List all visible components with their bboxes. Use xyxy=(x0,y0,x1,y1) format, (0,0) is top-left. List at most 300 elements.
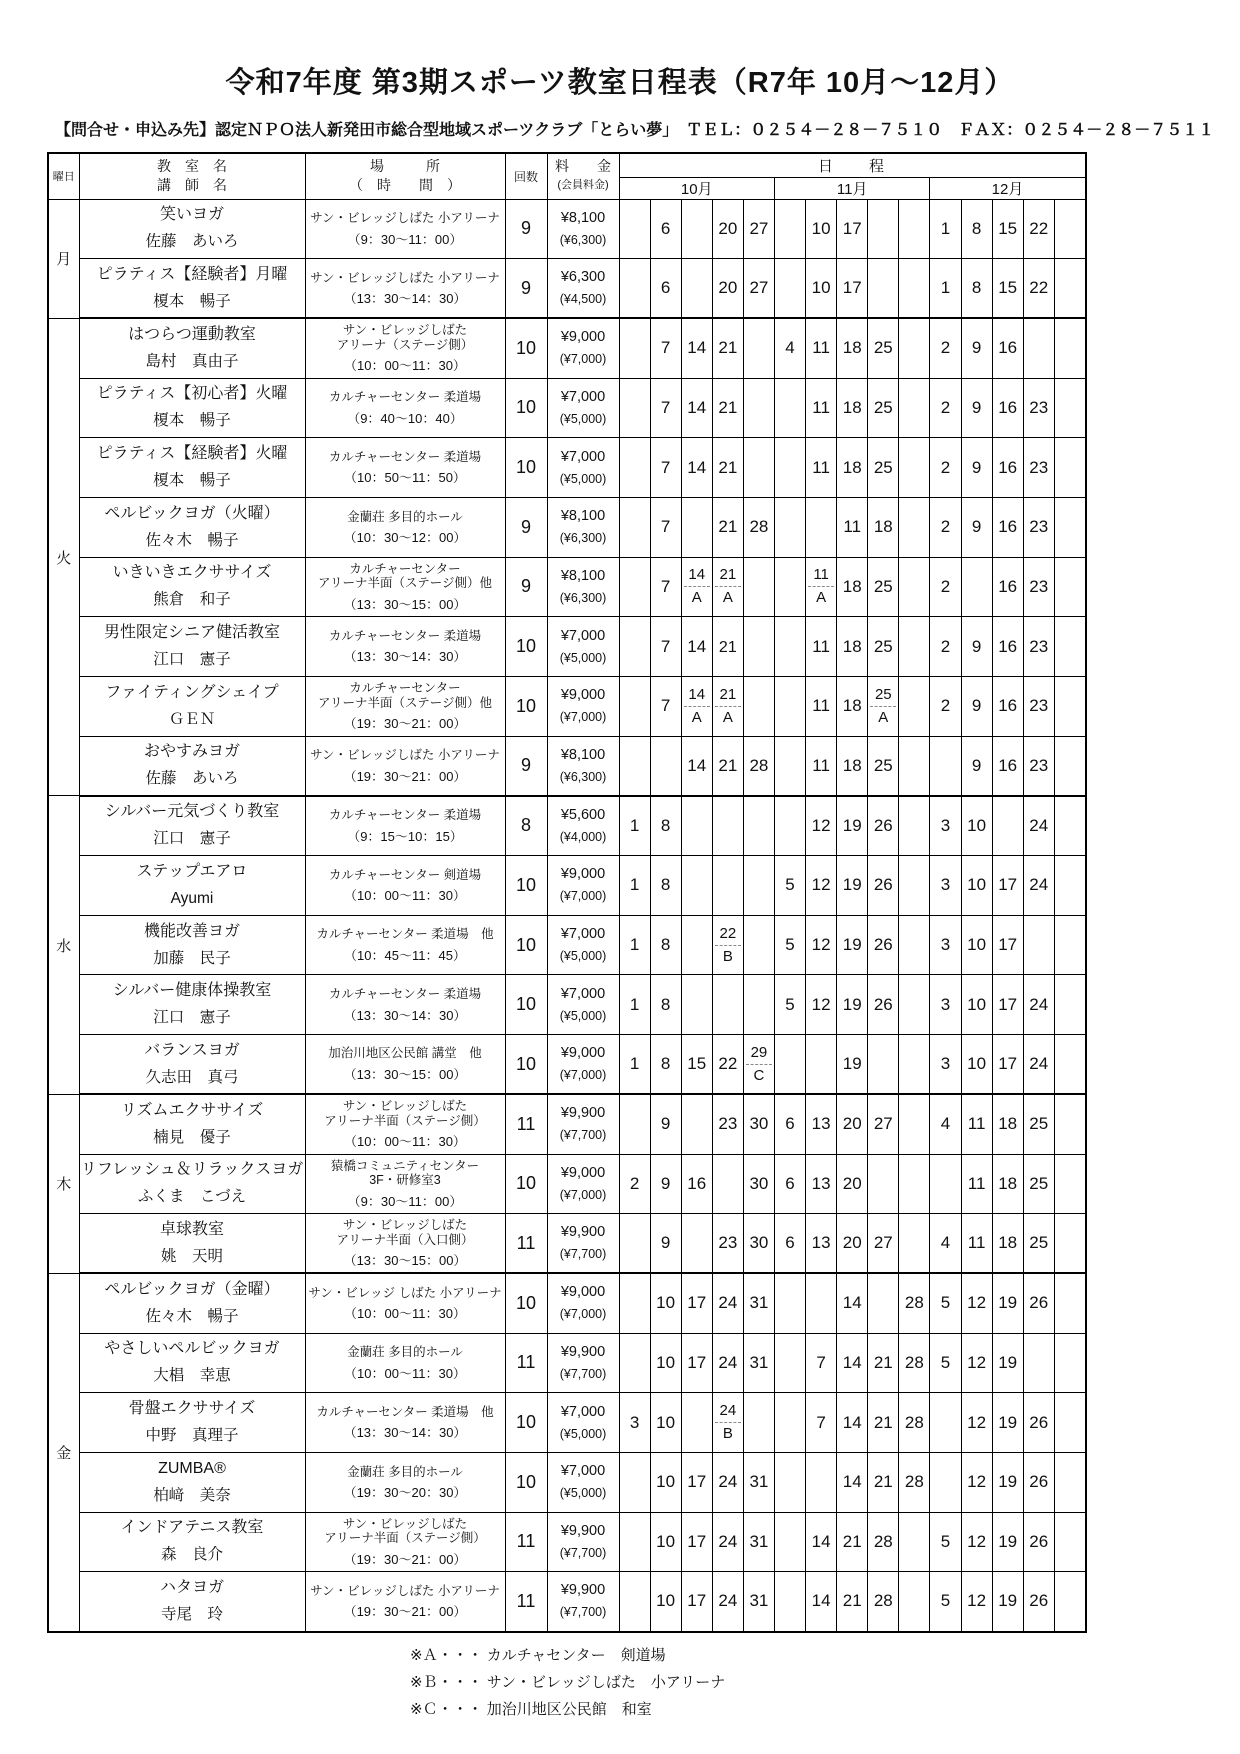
date-value: 22 xyxy=(715,923,741,946)
place-text: 3F・研修室3 xyxy=(369,1173,441,1188)
class-cell xyxy=(79,1393,305,1453)
fee-member-value: (¥7,000) xyxy=(559,1187,607,1202)
date-cell: 17 xyxy=(681,1333,712,1393)
fee-member-value: (¥4,000) xyxy=(559,829,607,844)
date-cell xyxy=(681,677,712,737)
place-cell xyxy=(305,199,505,259)
date-cell: 14 xyxy=(837,1452,868,1512)
date-cell: 10 xyxy=(806,199,837,259)
date-cell: 5 xyxy=(774,975,805,1035)
date-cell: 24 xyxy=(712,1572,743,1632)
date-cell: 18 xyxy=(837,378,868,438)
count-cell: 9 xyxy=(505,736,547,796)
date-cell: 30 xyxy=(743,1154,774,1214)
teacher-name: 榎本 暢子 xyxy=(153,412,231,430)
place-text: サン・ビレッジしばた xyxy=(342,323,468,338)
place-cell xyxy=(305,1273,505,1333)
date-cell: 11 xyxy=(806,438,837,498)
place-cell xyxy=(305,736,505,796)
date-cell: 12 xyxy=(806,915,837,975)
place-text: カルチャーセンター 柔道場 xyxy=(328,808,482,823)
date-cell: 16 xyxy=(992,736,1023,796)
date-cell xyxy=(806,1035,837,1095)
date-cell xyxy=(619,677,650,737)
date-cell: 28 xyxy=(899,1273,930,1333)
class-cell xyxy=(79,1333,305,1393)
date-cell: 10 xyxy=(961,796,992,856)
fee-value: ¥9,000 xyxy=(560,1045,606,1062)
fee-value: ¥9,900 xyxy=(560,1105,606,1122)
date-cell: 7 xyxy=(806,1333,837,1393)
date-cell: 25 xyxy=(1023,1214,1054,1274)
date-cell: 5 xyxy=(774,915,805,975)
class-name: ハタヨガ xyxy=(159,1578,224,1596)
date-cell xyxy=(681,1393,712,1453)
teacher-name: 佐藤 あいろ xyxy=(145,233,239,251)
date-cell xyxy=(619,1094,650,1154)
date-cell: 27 xyxy=(743,199,774,259)
date-cell: 2 xyxy=(619,1154,650,1214)
date-cell xyxy=(681,259,712,319)
fee-member-value: (¥7,700) xyxy=(559,1366,607,1381)
class-name: ピラティス【経験者】月曜 xyxy=(96,265,288,283)
date-cell xyxy=(681,856,712,916)
time-text: （19：30～21：00） xyxy=(343,768,467,784)
date-cell: 20 xyxy=(837,1094,868,1154)
count-cell: 10 xyxy=(505,1154,547,1214)
date-annotation: C xyxy=(753,1066,765,1084)
date-cell: 1 xyxy=(619,1035,650,1095)
date-cell xyxy=(1054,1273,1085,1333)
place-text: 加治川地区公民館 講堂 他 xyxy=(328,1046,482,1061)
date-cell xyxy=(619,318,650,378)
date-cell xyxy=(743,378,774,438)
date-cell: 31 xyxy=(743,1333,774,1393)
date-cell: 7 xyxy=(650,378,681,438)
date-cell xyxy=(774,199,805,259)
note-a: ※Ａ・・・ カルチャセンター 剣道場 xyxy=(410,1647,666,1664)
date-cell: 14 xyxy=(681,617,712,677)
schedule-row xyxy=(48,438,1086,498)
date-cell: 8 xyxy=(650,796,681,856)
schedule-table xyxy=(47,152,1087,1633)
date-cell: 8 xyxy=(650,1035,681,1095)
date-cell xyxy=(774,497,805,557)
date-cell xyxy=(899,915,930,975)
date-cell: 25 xyxy=(1023,1154,1054,1214)
date-cell: 2 xyxy=(930,438,961,498)
schedule-row xyxy=(48,199,1086,259)
date-cell: 28 xyxy=(743,497,774,557)
date-cell xyxy=(774,259,805,319)
date-cell: 10 xyxy=(650,1273,681,1333)
date-cell: 14 xyxy=(837,1333,868,1393)
date-cell xyxy=(619,1214,650,1274)
date-cell: 9 xyxy=(650,1094,681,1154)
fee-cell xyxy=(547,1094,619,1154)
place-text: カルチャーセンター xyxy=(349,681,461,696)
date-cell xyxy=(1054,1214,1085,1274)
date-cell: 18 xyxy=(837,438,868,498)
place-text: カルチャーセンター 柔道場 xyxy=(328,390,482,405)
date-cell: 6 xyxy=(650,199,681,259)
date-cell: 8 xyxy=(961,199,992,259)
count-cell: 10 xyxy=(505,677,547,737)
fee-member-value: (¥5,000) xyxy=(559,1486,607,1501)
teacher-name: 江口 憲子 xyxy=(153,651,231,669)
time-text: （10：30～12：00） xyxy=(343,530,467,546)
header-month-november: 11月 xyxy=(774,177,929,199)
place-cell xyxy=(305,497,505,557)
class-cell xyxy=(79,378,305,438)
date-cell xyxy=(774,1512,805,1572)
date-cell: 7 xyxy=(650,497,681,557)
date-cell xyxy=(712,557,743,617)
date-cell: 30 xyxy=(743,1214,774,1274)
date-cell xyxy=(774,736,805,796)
schedule-row xyxy=(48,856,1086,916)
date-cell: 12 xyxy=(806,796,837,856)
fee-member-value: (¥5,000) xyxy=(559,411,607,426)
schedule-row xyxy=(48,975,1086,1035)
date-cell: 17 xyxy=(681,1273,712,1333)
date-cell: 14 xyxy=(681,378,712,438)
teacher-name: 島村 真由子 xyxy=(145,352,239,370)
date-cell xyxy=(774,557,805,617)
date-split xyxy=(713,564,743,609)
schedule-row xyxy=(48,1094,1086,1154)
date-cell xyxy=(899,259,930,319)
fee-value: ¥9,000 xyxy=(560,1164,606,1181)
fee-member-value: (¥6,300) xyxy=(559,769,607,784)
date-cell: 28 xyxy=(743,736,774,796)
fee-member-value: (¥7,000) xyxy=(559,889,607,904)
date-cell xyxy=(806,557,837,617)
fee-cell xyxy=(547,736,619,796)
date-cell: 12 xyxy=(806,975,837,1035)
fee-cell xyxy=(547,617,619,677)
date-cell: 23 xyxy=(712,1094,743,1154)
fee-cell xyxy=(547,1452,619,1512)
schedule-body xyxy=(48,199,1086,1632)
schedule-row xyxy=(48,1512,1086,1572)
date-cell xyxy=(899,975,930,1035)
count-cell: 10 xyxy=(505,318,547,378)
fee-member-value: (¥5,000) xyxy=(559,1426,607,1441)
date-cell: 3 xyxy=(930,796,961,856)
time-text: （10：00～11：30） xyxy=(344,358,466,374)
time-text: （13：30～14：30） xyxy=(343,649,467,665)
date-cell: 17 xyxy=(992,975,1023,1035)
date-cell xyxy=(868,677,899,737)
date-cell: 16 xyxy=(992,318,1023,378)
header-schedule: 日 程 xyxy=(619,153,1086,177)
class-cell xyxy=(79,677,305,737)
day-cell: 木 xyxy=(48,1094,79,1273)
place-cell xyxy=(305,1214,505,1274)
date-cell: 16 xyxy=(992,677,1023,737)
date-cell: 26 xyxy=(1023,1572,1054,1632)
date-cell: 15 xyxy=(681,1035,712,1095)
date-cell: 26 xyxy=(1023,1393,1054,1453)
date-cell xyxy=(681,975,712,1035)
date-cell: 26 xyxy=(868,975,899,1035)
day-cell: 金 xyxy=(48,1273,79,1631)
date-cell xyxy=(1054,975,1085,1035)
date-cell: 23 xyxy=(1023,497,1054,557)
date-cell: 2 xyxy=(930,378,961,438)
date-cell: 26 xyxy=(1023,1452,1054,1512)
class-name: ZUMBA® xyxy=(158,1459,226,1477)
date-cell xyxy=(774,677,805,737)
date-cell: 18 xyxy=(837,736,868,796)
date-value: 11 xyxy=(808,564,834,587)
date-cell: 11 xyxy=(806,318,837,378)
day-cell: 水 xyxy=(48,796,79,1094)
header-month-october: 10月 xyxy=(619,177,774,199)
header-time: （ 時 間 ） xyxy=(349,177,461,194)
fee-cell xyxy=(547,378,619,438)
schedule-row xyxy=(48,1452,1086,1512)
date-cell: 16 xyxy=(992,617,1023,677)
date-cell: 10 xyxy=(961,975,992,1035)
header-teacher-name: 講 師 名 xyxy=(157,177,227,194)
date-cell: 31 xyxy=(743,1452,774,1512)
date-cell: 9 xyxy=(961,318,992,378)
fee-value: ¥8,100 xyxy=(560,746,606,763)
date-cell xyxy=(774,617,805,677)
place-text: アリーナ半面（入口側） xyxy=(336,1232,474,1247)
date-cell xyxy=(1054,259,1085,319)
date-cell: 6 xyxy=(774,1094,805,1154)
teacher-name: 榎本 暢子 xyxy=(153,292,231,310)
fee-cell xyxy=(547,1393,619,1453)
date-cell xyxy=(1023,915,1054,975)
date-cell: 24 xyxy=(1023,856,1054,916)
schedule-row xyxy=(48,677,1086,737)
date-cell: 21 xyxy=(868,1452,899,1512)
date-cell xyxy=(619,199,650,259)
fee-cell xyxy=(547,1512,619,1572)
date-cell xyxy=(899,736,930,796)
date-split xyxy=(806,564,836,609)
class-name: 男性限定シニア健活教室 xyxy=(103,624,280,642)
date-cell: 22 xyxy=(1023,259,1054,319)
date-cell: 10 xyxy=(650,1393,681,1453)
header-class-name: 教 室 名 xyxy=(157,158,227,175)
date-cell: 7 xyxy=(806,1393,837,1453)
date-cell: 11 xyxy=(961,1094,992,1154)
date-cell xyxy=(712,1393,743,1453)
place-text: サン・ビレッジしばた xyxy=(342,1218,468,1233)
class-name: ピラティス【初心者】火曜 xyxy=(96,385,288,403)
date-cell xyxy=(681,1214,712,1274)
date-cell: 26 xyxy=(868,915,899,975)
date-cell xyxy=(774,378,805,438)
date-cell: 24 xyxy=(1023,796,1054,856)
date-cell: 7 xyxy=(650,677,681,737)
date-value: 24 xyxy=(715,1400,741,1423)
fee-member-value: (¥7,000) xyxy=(559,1307,607,1322)
date-cell xyxy=(619,1273,650,1333)
place-cell xyxy=(305,438,505,498)
date-cell xyxy=(1023,318,1054,378)
fee-cell xyxy=(547,856,619,916)
date-cell: 23 xyxy=(1023,677,1054,737)
place-text: 金蘭荘 多目的ホール xyxy=(347,509,463,524)
date-cell xyxy=(619,1512,650,1572)
date-cell: 14 xyxy=(806,1572,837,1632)
fee-cell xyxy=(547,199,619,259)
date-cell xyxy=(743,318,774,378)
time-text: （10：45～11：45） xyxy=(344,947,466,963)
date-cell xyxy=(743,1393,774,1453)
date-cell xyxy=(1054,378,1085,438)
place-text: サン・ビレッジしばた 小アリーナ xyxy=(310,748,500,763)
date-cell xyxy=(650,736,681,796)
date-cell: 28 xyxy=(899,1333,930,1393)
date-cell xyxy=(743,557,774,617)
place-cell xyxy=(305,617,505,677)
schedule-row xyxy=(48,318,1086,378)
date-split xyxy=(682,684,712,729)
date-annotation: A xyxy=(722,708,733,726)
place-text: 金蘭荘 多目的ホール xyxy=(347,1464,463,1479)
date-cell: 5 xyxy=(930,1572,961,1632)
class-cell xyxy=(79,1572,305,1632)
date-cell: 5 xyxy=(774,856,805,916)
class-name: ピラティス【経験者】火曜 xyxy=(96,445,288,463)
time-text: （10：00～11：30） xyxy=(344,1365,466,1381)
schedule-row xyxy=(48,1273,1086,1333)
date-cell: 17 xyxy=(837,259,868,319)
date-cell: 24 xyxy=(712,1452,743,1512)
date-cell: 10 xyxy=(650,1333,681,1393)
class-name: ステップエアロ xyxy=(136,862,248,880)
date-cell: 17 xyxy=(681,1572,712,1632)
time-text: （13：30～15：00） xyxy=(343,1066,467,1082)
date-cell: 21 xyxy=(712,736,743,796)
date-cell xyxy=(806,497,837,557)
fee-value: ¥9,900 xyxy=(560,1582,606,1599)
date-cell xyxy=(806,1452,837,1512)
date-cell: 22 xyxy=(712,1035,743,1095)
fee-member-value: (¥5,000) xyxy=(559,471,607,486)
time-text: （9：15～10：15） xyxy=(347,828,463,844)
fee-value: ¥8,100 xyxy=(560,508,606,525)
class-name: インドアテニス教室 xyxy=(120,1519,264,1537)
class-cell xyxy=(79,796,305,856)
fee-cell xyxy=(547,1273,619,1333)
header-fee-label: 料 金 xyxy=(555,158,611,175)
date-cell: 6 xyxy=(774,1214,805,1274)
date-cell xyxy=(899,199,930,259)
teacher-name: 森 良介 xyxy=(160,1546,223,1564)
date-cell: 7 xyxy=(650,557,681,617)
date-annotation: B xyxy=(722,947,733,965)
class-cell xyxy=(79,1452,305,1512)
date-cell: 18 xyxy=(837,557,868,617)
count-cell: 9 xyxy=(505,199,547,259)
time-text: （10：00～11：30） xyxy=(344,888,466,904)
class-name: ペルビックヨガ（火曜） xyxy=(104,504,280,522)
place-cell xyxy=(305,856,505,916)
date-cell: 9 xyxy=(650,1214,681,1274)
fee-value: ¥9,900 xyxy=(560,1224,606,1241)
fee-value: ¥9,900 xyxy=(560,1343,606,1360)
date-cell: 19 xyxy=(992,1452,1023,1512)
fee-cell xyxy=(547,318,619,378)
date-cell: 10 xyxy=(650,1572,681,1632)
place-cell xyxy=(305,677,505,737)
date-cell xyxy=(619,736,650,796)
date-cell: 19 xyxy=(992,1512,1023,1572)
date-cell: 6 xyxy=(774,1154,805,1214)
class-cell xyxy=(79,736,305,796)
teacher-name: 江口 憲子 xyxy=(153,830,231,848)
fee-cell xyxy=(547,259,619,319)
class-cell xyxy=(79,1512,305,1572)
date-cell xyxy=(712,915,743,975)
fee-value: ¥9,000 xyxy=(560,687,606,704)
date-cell: 15 xyxy=(992,259,1023,319)
class-name: おやすみヨガ xyxy=(143,743,240,761)
count-cell: 11 xyxy=(505,1214,547,1274)
header-fee xyxy=(547,153,619,199)
teacher-name: 寺尾 玲 xyxy=(160,1605,223,1623)
date-cell: 20 xyxy=(837,1154,868,1214)
date-cell: 31 xyxy=(743,1512,774,1572)
date-cell xyxy=(899,796,930,856)
fee-member-value: (¥4,500) xyxy=(559,292,607,307)
date-cell xyxy=(1054,617,1085,677)
fee-member-value: (¥7,000) xyxy=(559,710,607,725)
date-cell: 12 xyxy=(961,1572,992,1632)
date-cell: 14 xyxy=(681,318,712,378)
teacher-name: 久志田 真弓 xyxy=(145,1068,239,1086)
date-cell: 8 xyxy=(650,975,681,1035)
fee-member-value: (¥7,700) xyxy=(559,1545,607,1560)
date-cell: 16 xyxy=(992,438,1023,498)
contact-line: 【問合せ・申込み先】認定ＮＰＯ法人新発田市総合型地域スポーツクラブ「とらい夢」 ＴＥＬ：０２５４－２８－７５１０ ＦＡＸ：０２５４－２８－７５１１ xyxy=(55,122,1215,139)
date-cell: 26 xyxy=(868,796,899,856)
date-cell: 21 xyxy=(712,497,743,557)
date-cell: 24 xyxy=(712,1333,743,1393)
date-cell: 19 xyxy=(992,1273,1023,1333)
date-cell xyxy=(619,378,650,438)
date-cell: 12 xyxy=(961,1512,992,1572)
place-cell xyxy=(305,1333,505,1393)
time-text: （10：00～11：30） xyxy=(344,1134,466,1150)
fee-value: ¥9,000 xyxy=(560,866,606,883)
date-split xyxy=(713,684,743,729)
date-cell xyxy=(899,378,930,438)
date-split xyxy=(744,1042,774,1087)
date-cell xyxy=(774,1572,805,1632)
date-cell: 21 xyxy=(712,438,743,498)
date-cell: 21 xyxy=(868,1333,899,1393)
date-cell: 21 xyxy=(837,1572,868,1632)
page-title: 令和7年度 第3期スポーツ教室日程表（R7年 10月～12月） xyxy=(225,67,1015,99)
count-cell: 10 xyxy=(505,438,547,498)
place-text: カルチャーセンター 柔道場 xyxy=(328,628,482,643)
place-cell xyxy=(305,915,505,975)
date-cell xyxy=(619,259,650,319)
teacher-name: ＧＥＮ xyxy=(168,710,216,728)
class-name: やさしいペルビックヨガ xyxy=(104,1340,280,1358)
place-text: アリーナ（ステージ側） xyxy=(336,337,474,352)
time-text: （13：30～14：30） xyxy=(343,291,467,307)
